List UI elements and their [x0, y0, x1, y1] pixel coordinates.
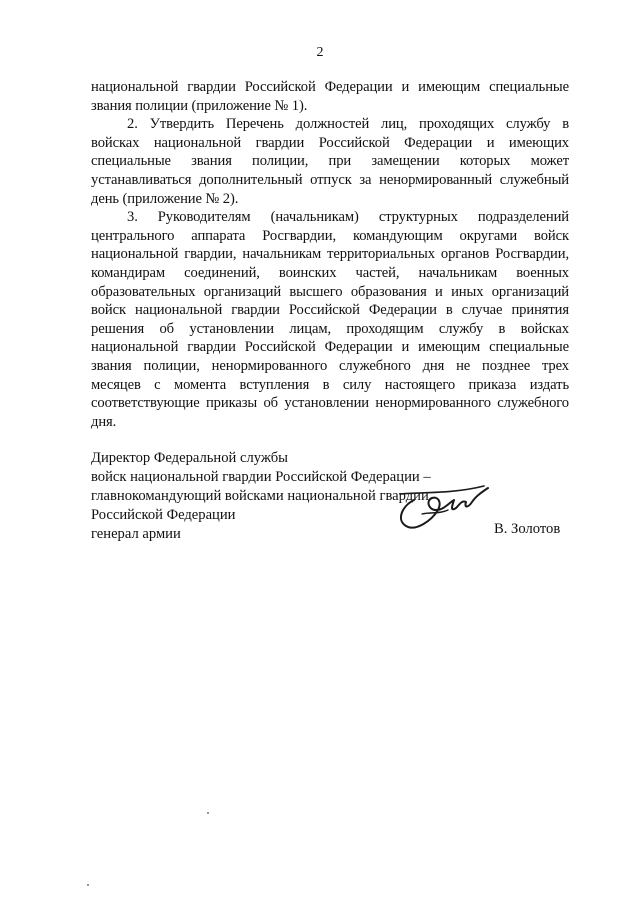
body-line: звания полиции, ненормированного служебного дня не позднее трех [91, 357, 569, 374]
handwritten-signature [392, 480, 492, 532]
page-number: 2 [316, 45, 324, 60]
scan-speck [207, 812, 209, 814]
scan-speck [87, 884, 89, 886]
signatory-title-line: Российской Федерации [91, 507, 236, 523]
body-line: национальной гвардии, начальникам территориальных органов Росгвардии, [91, 246, 569, 263]
body-line: день (приложение № 2). [91, 190, 239, 207]
body-line: устанавливаться дополнительный отпуск за ненормированный служебный [91, 171, 569, 188]
body-line: звания полиции (приложение № 1). [91, 97, 308, 114]
body-line: командирам соединений, воинских частей, начальникам военных [91, 264, 569, 281]
signatory-title-line: войск национальной гвардии Российской Федерации – [91, 469, 431, 485]
body-line-item-2: 2. Утвердить Перечень должностей лиц, проходящих службу в [127, 116, 569, 133]
body-line: образовательных организаций высшего образования и иных организаций [91, 283, 569, 300]
signatory-title-line: главнокомандующий войсками национальной гвардии [91, 488, 429, 504]
body-line: специальные звания полиции, при замещении которых может [91, 153, 569, 170]
body-line: войск национальной гвардии Российской Федерации в случае принятия [91, 302, 569, 319]
body-line: национальной гвардии Российской Федерации и имеющим специальные [91, 79, 569, 95]
document-body [91, 78, 569, 431]
body-line: соответствующие приказы об установлении ненормированного служебного [91, 395, 569, 412]
body-line: центрального аппарата Росгвардии, командующим округами войск [91, 227, 569, 244]
body-line: войсках национальной гвардии Российской Федерации и имеющих [91, 134, 569, 151]
body-line: национальной гвардии Российской Федерации и имеющим специальные [91, 339, 569, 356]
body-line-item-3: 3. Руководителям (начальникам) структурных подразделений [127, 209, 569, 226]
body-line: месяцев с момента вступления в силу настоящего приказа издать [91, 376, 569, 393]
signatory-name: В. Золотов [494, 521, 561, 537]
signatory-rank: генерал армии [91, 526, 181, 542]
body-line: решения об установлении лицам, проходящим службу в войсках [91, 320, 569, 337]
signatory-title-line: Директор Федеральной службы [91, 450, 288, 466]
body-line: дня. [91, 413, 117, 430]
